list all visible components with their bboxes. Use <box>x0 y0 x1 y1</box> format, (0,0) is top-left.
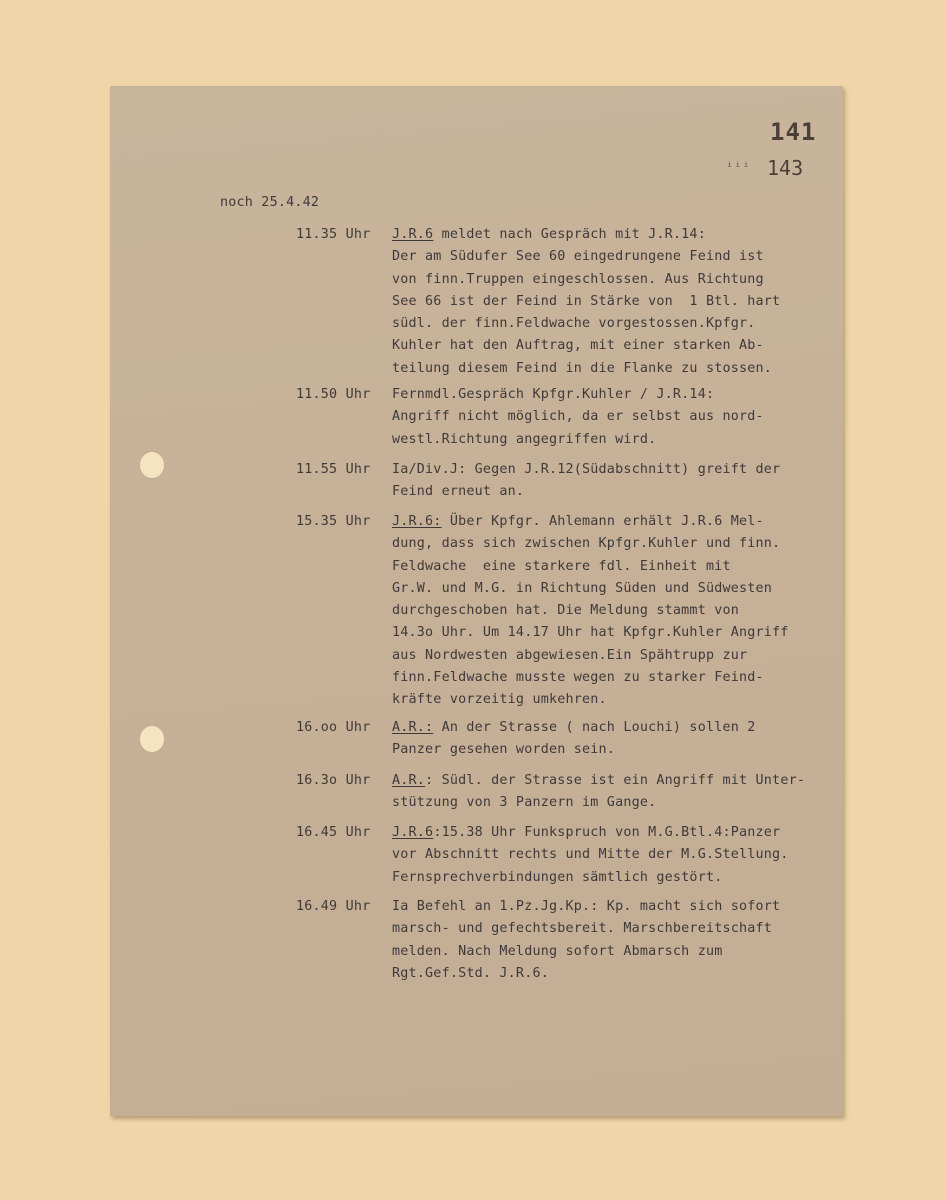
punch-hole <box>140 452 164 478</box>
entry-line: Fernsprechverbindungen sämtlich gestört. <box>392 869 723 885</box>
entry-lead: A.R.: <box>392 720 434 735</box>
entry-line: Feldwache eine starkere fdl. Einheit mit <box>392 558 731 574</box>
entry-time: 11.55 Uhr <box>296 462 371 477</box>
log-entry <box>296 511 816 708</box>
entry-text <box>392 384 764 451</box>
entry-line: westl.Richtung angegriffen wird. <box>392 431 657 447</box>
entry-line: Über Kpfgr. Ahlemann erhält J.R.6 Mel- <box>441 514 764 529</box>
entry-line: :15.38 Uhr Funkspruch von M.G.Btl.4:Panzer <box>433 825 781 840</box>
entry-line: Panzer gesehen worden sein. <box>392 742 616 758</box>
log-entry <box>296 224 816 376</box>
entry-line: Feind erneut an. <box>392 484 525 500</box>
entry-lead: J.R.6 <box>392 825 434 840</box>
entry-line: : Südl. der Strasse ist ein Angriff mit Unter- <box>425 773 806 788</box>
entry-line: Gr.W. und M.G. in Richtung Süden und Südwesten <box>392 580 773 596</box>
entry-line: See 66 ist der Feind in Stärke von 1 Btl. hart <box>392 293 781 309</box>
entry-lead: J.R.6 <box>392 227 434 242</box>
entry-time: 16.3o Uhr <box>296 773 371 788</box>
entry-line: Fernmdl.Gespräch Kpfgr.Kuhler / J.R.14: <box>392 387 715 402</box>
entry-line: Ia/Div.J: Gegen J.R.12(Südabschnitt) greift der <box>392 462 781 477</box>
entry-text <box>392 896 780 985</box>
entry-line: dung, dass sich zwischen Kpfgr.Kuhler und finn. <box>392 536 781 552</box>
entry-line: Ia Befehl an 1.Pz.Jg.Kp.: Kp. macht sich sofort <box>392 899 781 914</box>
entry-line: finn.Feldwache musste wegen zu starker Feind- <box>392 670 764 686</box>
date-heading: noch 25.4.42 <box>220 195 320 210</box>
entry-line: Kuhler hat den Auftrag, mit einer starken Ab- <box>392 338 764 354</box>
entry-line: An der Strasse ( nach Louchi) sollen 2 <box>433 720 756 735</box>
entry-line: melden. Nach Meldung sofort Abmarsch zum <box>392 943 723 959</box>
entry-line: Der am Südufer See 60 eingedrungene Feind ist <box>392 249 764 265</box>
entry-time: 11.35 Uhr <box>296 227 371 242</box>
entry-text <box>392 770 805 815</box>
entry-line: meldet nach Gespräch mit J.R.14: <box>433 227 706 242</box>
entry-time: 16.49 Uhr <box>296 899 371 914</box>
page-number-struck: ᵢᵢᵢ <box>726 156 751 170</box>
entry-line: 14.3o Uhr. Um 14.17 Uhr hat Kpfgr.Kuhler Angriff <box>392 625 789 641</box>
entry-line: Angriff nicht möglich, da er selbst aus nord- <box>392 409 764 425</box>
entry-line: südl. der finn.Feldwache vorgestossen.Kpfgr. <box>392 316 756 332</box>
entry-line: Rgt.Gef.Std. J.R.6. <box>392 965 549 981</box>
entry-lead: J.R.6: <box>392 514 442 529</box>
entry-line: vor Abschnitt rechts und Mitte der M.G.Stellung. <box>392 847 789 863</box>
entry-time: 16.oo Uhr <box>296 720 371 735</box>
entry-line: kräfte vorzeitig umkehren. <box>392 692 607 708</box>
entry-text <box>392 459 780 504</box>
page-number-primary: 141 <box>770 118 817 146</box>
entry-time: 11.50 Uhr <box>296 387 371 402</box>
log-entry <box>296 896 816 985</box>
punch-hole <box>140 726 164 752</box>
entry-line: von finn.Truppen eingeschlossen. Aus Richtung <box>392 271 764 287</box>
entry-text <box>392 224 780 380</box>
entry-lead: A.R. <box>392 773 426 788</box>
entry-time: 16.45 Uhr <box>296 825 371 840</box>
entry-text <box>392 822 789 889</box>
document-page <box>110 86 843 1116</box>
entry-line: aus Nordwesten abgewiesen.Ein Spähtrupp zur <box>392 647 748 663</box>
entry-text <box>392 717 756 762</box>
entry-line: teilung diesem Feind in die Flanke zu stossen. <box>392 360 773 376</box>
entry-text <box>392 511 789 712</box>
entry-line: marsch- und gefechtsbereit. Marschbereitschaft <box>392 921 773 937</box>
entry-time: 15.35 Uhr <box>296 514 371 529</box>
entry-line: durchgeschoben hat. Die Meldung stammt von <box>392 603 739 619</box>
page-number-secondary: 143 <box>767 156 804 180</box>
entry-line: stützung von 3 Panzern im Gange. <box>392 795 657 811</box>
